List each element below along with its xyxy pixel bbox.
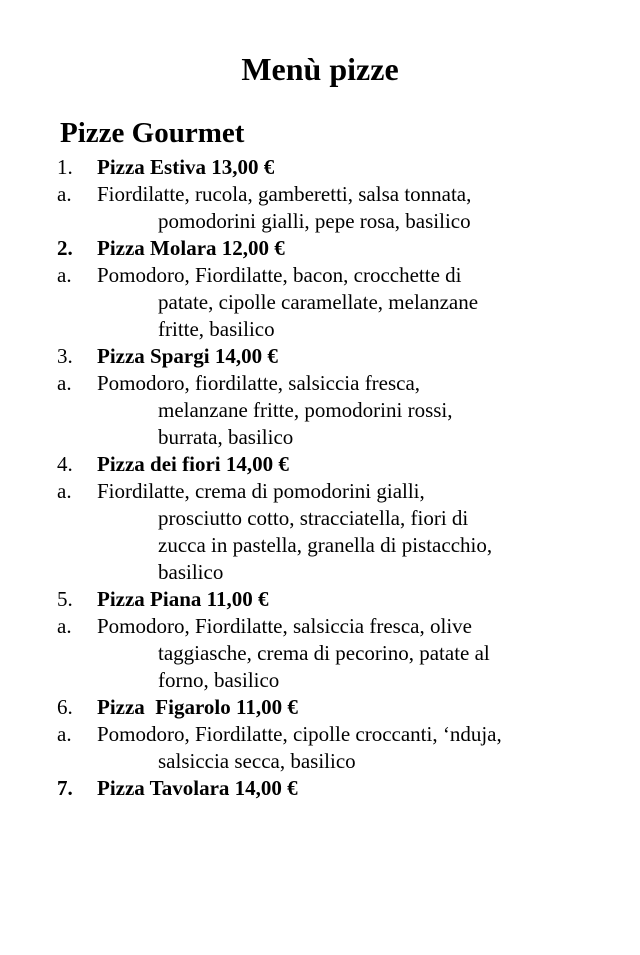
menu-item <box>0 694 640 721</box>
ingredient-line: taggiasche, crema di pecorino, patate al <box>158 641 490 665</box>
item-ingredients <box>0 721 640 775</box>
item-number: 7. <box>57 776 73 800</box>
ingredient-marker: a. <box>57 479 72 503</box>
menu-item <box>0 343 640 370</box>
menu-item <box>0 154 640 181</box>
ingredient-marker: a. <box>57 722 72 746</box>
ingredient-text <box>97 613 640 694</box>
menu-page <box>0 50 640 955</box>
item-name-price: Pizza Molara 12,00 € <box>97 236 285 260</box>
ingredient-line: salsiccia secca, basilico <box>158 749 356 773</box>
item-ingredients <box>0 478 640 586</box>
item-ingredients <box>0 181 640 235</box>
ingredient-line: forno, basilico <box>158 668 280 692</box>
item-name-price: Pizza Piana 11,00 € <box>97 587 269 611</box>
item-ingredients <box>0 370 640 451</box>
item-ingredients <box>0 613 640 694</box>
ingredient-text <box>97 478 640 586</box>
item-number: 1. <box>57 155 73 179</box>
menu-item <box>0 586 640 613</box>
ingredient-marker: a. <box>57 263 72 287</box>
ingredient-line: prosciutto cotto, stracciatella, fiori di <box>158 506 469 530</box>
item-number: 6. <box>57 695 73 719</box>
item-name-price: Pizza dei fiori 14,00 € <box>97 452 289 476</box>
ingredient-line: Pomodoro, Fiordilatte, salsiccia fresca, olive <box>97 614 472 638</box>
section-heading: Pizze Gourmet <box>60 117 245 149</box>
ingredient-line: patate, cipolle caramellate, melanzane <box>158 290 479 314</box>
ingredient-text <box>97 181 640 235</box>
ingredient-marker: a. <box>57 371 72 395</box>
item-number: 2. <box>57 236 73 260</box>
ingredient-marker: a. <box>57 182 72 206</box>
ingredient-line: burrata, basilico <box>158 425 294 449</box>
ingredient-line: Pomodoro, fiordilatte, salsiccia fresca, <box>97 371 421 395</box>
menu-item <box>0 775 640 802</box>
item-name-price: Pizza Spargi 14,00 € <box>97 344 278 368</box>
menu-list <box>0 154 640 802</box>
ingredient-text <box>97 370 640 451</box>
ingredient-line: pomodorini gialli, pepe rosa, basilico <box>158 209 471 233</box>
item-name-price: Pizza Estiva 13,00 € <box>97 155 275 179</box>
menu-item <box>0 451 640 478</box>
ingredient-line: melanzane fritte, pomodorini rossi, <box>158 398 453 422</box>
page-title: Menù pizze <box>241 51 399 87</box>
ingredient-line: Fiordilatte, crema di pomodorini gialli, <box>97 479 425 503</box>
item-name-price: Pizza Tavolara 14,00 € <box>97 776 298 800</box>
ingredient-marker: a. <box>57 614 72 638</box>
item-name-price: Pizza Figarolo 11,00 € <box>97 695 298 719</box>
ingredient-text <box>97 721 640 775</box>
item-number: 3. <box>57 344 73 368</box>
item-ingredients <box>0 262 640 343</box>
ingredient-line: Pomodoro, Fiordilatte, cipolle croccanti, ‘nduja, <box>97 722 502 746</box>
item-number: 5. <box>57 587 73 611</box>
ingredient-line: Pomodoro, Fiordilatte, bacon, crocchette di <box>97 263 462 287</box>
ingredient-line: basilico <box>158 560 224 584</box>
menu-item <box>0 235 640 262</box>
ingredient-line: zucca in pastella, granella di pistacchio, <box>158 533 493 557</box>
ingredient-text <box>97 262 640 343</box>
ingredient-line: Fiordilatte, rucola, gamberetti, salsa tonnata, <box>97 182 472 206</box>
ingredient-line: fritte, basilico <box>158 317 275 341</box>
item-number: 4. <box>57 452 73 476</box>
